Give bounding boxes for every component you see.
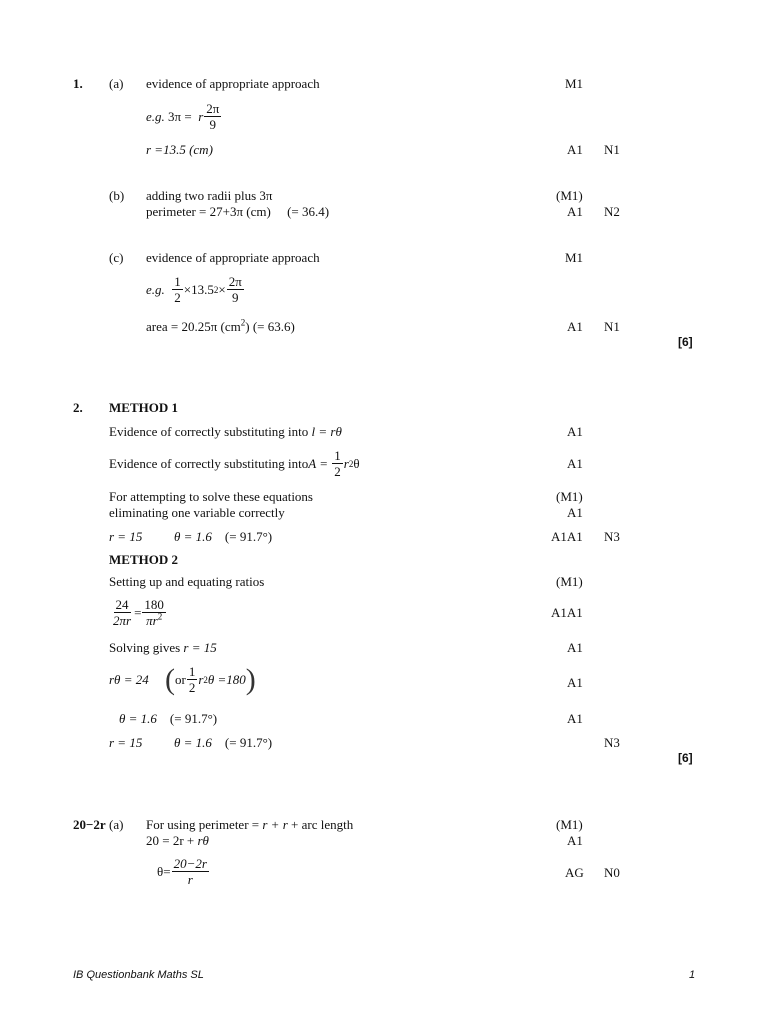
q1c-times: × xyxy=(218,281,226,297)
q2-total-marks: [6] xyxy=(678,751,693,765)
solving-eq: r = 15 xyxy=(183,640,217,655)
q1-part-b-label: (b) xyxy=(109,188,125,203)
q3a-mark-ag: AG xyxy=(565,865,584,880)
question-1-number: 1. xyxy=(73,76,83,91)
line2-A: A = xyxy=(308,455,329,471)
theta-eq: θ = 1.6 xyxy=(119,711,157,726)
fraction-2pi-over-9 xyxy=(204,101,221,132)
q2-m2-final-theta xyxy=(174,735,272,751)
right-paren: ) xyxy=(245,662,256,696)
rtheta-lhs: rθ = 24 xyxy=(109,671,149,687)
method-1-heading: METHOD 1 xyxy=(109,400,178,415)
q1c-mark-m1: M1 xyxy=(565,250,584,265)
q2-m1-line4: eliminating one variable correctly xyxy=(109,505,285,520)
q1b-mark-n: N2 xyxy=(604,204,620,219)
line1-text: Evidence of correctly substituting into xyxy=(109,424,312,439)
q1-total-marks: [6] xyxy=(678,335,693,349)
final-theta: θ = 1.6 xyxy=(174,735,212,750)
line1-eq: l = rθ xyxy=(311,424,342,439)
fraction-24-over-2pir xyxy=(111,597,133,628)
q1a-result xyxy=(146,142,213,158)
rtheta-or: or xyxy=(174,671,186,687)
q3-part-a-label: (a) xyxy=(109,817,124,832)
q2-m2-line1: Setting up and equating ratios xyxy=(109,574,265,589)
answer-r: r = 15 xyxy=(109,529,143,544)
q2-m1-answer-mark: A1A1 xyxy=(551,529,583,544)
fraction-numerator: 20−2r xyxy=(173,856,207,871)
q2-m2-ratio-equation xyxy=(110,597,167,628)
rtheta-r: r xyxy=(198,671,204,687)
q1b-mark-m1: (M1) xyxy=(556,188,583,203)
line1-eq: r + r xyxy=(262,817,288,832)
fraction-denominator: 2 xyxy=(188,680,196,695)
q1a-approach-text: evidence of appropriate approach xyxy=(146,76,320,91)
q2-m2-theta-line xyxy=(119,711,217,727)
q3a-line1 xyxy=(146,817,353,833)
fraction-denominator: 9 xyxy=(232,290,239,305)
fraction-denominator: 2 xyxy=(334,464,341,479)
q1a-mark-m1: M1 xyxy=(565,76,584,91)
q1c-mid: ×13.5 xyxy=(183,281,214,297)
den-sup: 2 xyxy=(157,611,163,622)
den-text: πr xyxy=(146,613,158,628)
q1c-approach-text: evidence of appropriate approach xyxy=(146,250,320,265)
q2-m2-rtheta-mark: A1 xyxy=(567,675,583,690)
q3a-line1-mark: (M1) xyxy=(556,817,583,832)
theta-lhs: θ= xyxy=(157,863,171,879)
ratio-equals: = xyxy=(134,604,142,620)
q1b-mark-a1: A1 xyxy=(567,204,583,219)
question-3-number: 20−2r xyxy=(73,817,106,832)
q1-part-c-label: (c) xyxy=(109,250,124,265)
footer-page-number: 1 xyxy=(689,969,696,981)
line2-text: Evidence of correctly substituting into xyxy=(109,455,309,471)
q2-m2-final-r xyxy=(109,735,142,751)
rtheta-rest: θ =180 xyxy=(207,671,246,687)
fraction-numerator: 180 xyxy=(144,597,164,612)
q1a-result-n: N1 xyxy=(604,142,620,157)
fraction-numerator: 1 xyxy=(334,448,341,463)
fraction-numerator: 2π xyxy=(228,274,242,289)
q2-m1-line2-mark: A1 xyxy=(567,456,583,471)
q1c-result xyxy=(146,319,295,335)
q2-m1-line4-mark: A1 xyxy=(567,505,583,520)
q2-m1-line1 xyxy=(109,424,342,440)
line1-post: + arc length xyxy=(287,817,354,832)
q1c-result-post: ) (= 63.6) xyxy=(245,319,295,334)
q2-m2-solving xyxy=(109,640,217,656)
fraction-180-over-pir2 xyxy=(142,597,166,628)
fraction-1-over-2 xyxy=(187,664,198,695)
answer-theta: θ = 1.6 xyxy=(174,529,212,544)
final-r: r = 15 xyxy=(109,735,143,750)
question-2-number: 2. xyxy=(73,400,83,415)
eg-label: e.g. xyxy=(146,108,165,124)
q1c-result-pre: area = 20.25π (cm xyxy=(146,319,241,334)
fraction-denominator: 2 xyxy=(174,290,181,305)
q2-m2-line1-mark: (M1) xyxy=(556,574,583,589)
q1a-result-text: r =13.5 (cm) xyxy=(146,142,213,157)
line2-r: r xyxy=(343,455,349,471)
fraction-denominator xyxy=(144,613,164,628)
left-paren: ( xyxy=(164,662,175,696)
q2-m1-line3-mark: (M1) xyxy=(556,489,583,504)
eg-label: e.g. xyxy=(146,281,165,297)
fraction-numerator: 24 xyxy=(115,597,129,612)
q1b-line2: perimeter = 27+3π (cm) (= 36.4) xyxy=(146,204,330,219)
fraction-denominator: r xyxy=(187,872,193,887)
fraction-numerator: 2π xyxy=(206,101,220,116)
q2-m2-theta-mark: A1 xyxy=(567,711,583,726)
q1a-example-equation xyxy=(146,101,222,132)
line2-text: 20 = 2r + xyxy=(146,833,198,848)
q2-m2-rtheta-equation: rθ = 24 ( or $\frac{1}{2}$ r 2 θ =180 ) xyxy=(109,662,256,696)
q3a-line2 xyxy=(146,833,209,849)
q3a-theta-equation xyxy=(157,856,210,887)
fraction-2pi-over-9 xyxy=(227,274,244,305)
q1c-mark-a1: A1 xyxy=(567,319,583,334)
eq-r: r xyxy=(198,108,204,124)
q2-m2-ratio-mark: A1A1 xyxy=(551,605,583,620)
q1c-result-sup: 2 xyxy=(240,317,246,328)
q2-m1-line1-mark: A1 xyxy=(567,424,583,439)
answer-degrees: (= 91.7°) xyxy=(224,529,273,544)
line2-theta: θ xyxy=(353,455,360,471)
fraction-1-over-2 xyxy=(172,274,183,305)
final-deg: (= 91.7°) xyxy=(224,735,273,750)
fraction-numerator: 1 xyxy=(174,274,181,289)
theta-deg: (= 91.7°) xyxy=(169,711,218,726)
q2-m2-final-n: N3 xyxy=(604,735,620,750)
fraction-numerator: 1 xyxy=(188,664,196,679)
q2-m1-answer-theta xyxy=(174,529,272,545)
eq-lhs: 3π = xyxy=(168,108,192,124)
q1c-example-equation: e.g. $\frac{1}{2}$ ×13.5 2 × $\frac{2\pi}{9}$ xyxy=(146,274,242,305)
q1a-result-mark: A1 xyxy=(567,142,583,157)
q2-m1-line2: Evidence of correctly substituting into A = $\frac{1}{2}$ r 2 θ xyxy=(109,448,360,479)
q2-m1-answer xyxy=(109,529,142,545)
solving-text: Solving gives xyxy=(109,640,184,655)
fraction-denominator: 9 xyxy=(209,117,217,132)
q2-m2-solving-mark: A1 xyxy=(567,640,583,655)
q3a-mark-n: N0 xyxy=(604,865,620,880)
q1c-mark-n: N1 xyxy=(604,319,620,334)
q3a-line2-mark: A1 xyxy=(567,833,583,848)
method-2-heading: METHOD 2 xyxy=(109,552,178,567)
line1-text: For using perimeter = xyxy=(146,817,263,832)
q1-part-a-label: (a) xyxy=(109,76,124,91)
fraction-1-over-2 xyxy=(332,448,343,479)
q1b-line1: adding two radii plus 3π xyxy=(146,188,273,203)
q2-m1-answer-n: N3 xyxy=(604,529,620,544)
line2-eq: rθ xyxy=(197,833,209,848)
q2-m1-line3: For attempting to solve these equations xyxy=(109,489,313,504)
footer-source: IB Questionbank Maths SL xyxy=(73,969,204,981)
fraction-denominator: 2πr xyxy=(113,613,132,628)
fraction-20-2r-over-r xyxy=(172,856,209,887)
